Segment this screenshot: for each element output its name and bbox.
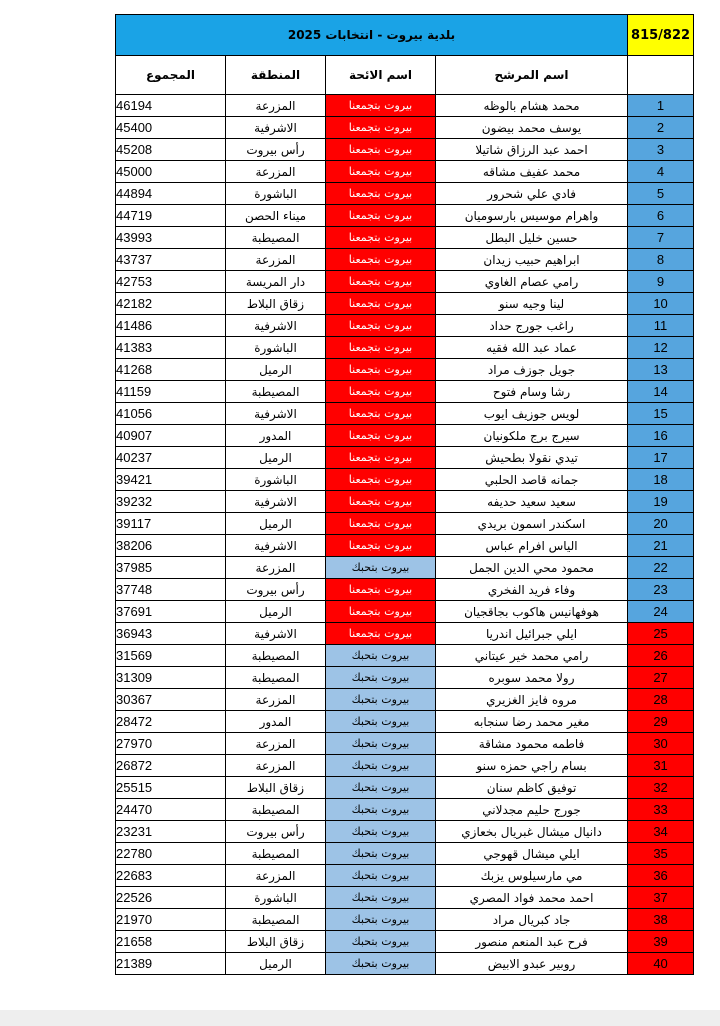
list-cell: بيروت بتحبك (326, 689, 436, 711)
table-row (116, 117, 694, 139)
table-row (116, 183, 694, 205)
table-row (116, 557, 694, 579)
candidate-cell: ايلي جبرائيل اندريا (436, 623, 628, 645)
total-cell: 24470 (116, 799, 226, 821)
rank-cell: 5 (628, 183, 694, 205)
candidate-cell: رامي عصام الغاوي (436, 271, 628, 293)
candidate-cell: يوسف محمد بيضون (436, 117, 628, 139)
candidate-cell: دانيال ميشال غبريال بخعازي (436, 821, 628, 843)
list-cell: بيروت بتحبك (326, 953, 436, 975)
rank-cell: 31 (628, 755, 694, 777)
region-cell: المزرعة (226, 249, 326, 271)
list-cell: بيروت بتحبك (326, 843, 436, 865)
candidate-cell: اسكندر اسمون بريدي (436, 513, 628, 535)
rank-cell: 28 (628, 689, 694, 711)
candidate-cell: لويس جوزيف ايوب (436, 403, 628, 425)
list-cell: بيروت بتجمعنا (326, 579, 436, 601)
total-cell: 42753 (116, 271, 226, 293)
table-row (116, 381, 694, 403)
candidate-cell: سعيد سعيد حديفه (436, 491, 628, 513)
candidate-cell: توفيق كاظم سنان (436, 777, 628, 799)
region-cell: المصيطبة (226, 667, 326, 689)
table-row (116, 799, 694, 821)
table-row (116, 249, 694, 271)
table-row (116, 425, 694, 447)
total-cell: 38206 (116, 535, 226, 557)
table-row (116, 623, 694, 645)
region-cell: الرميل (226, 601, 326, 623)
table-row (116, 513, 694, 535)
rank-cell: 17 (628, 447, 694, 469)
total-cell: 22526 (116, 887, 226, 909)
region-cell: الباشورة (226, 337, 326, 359)
table-row (116, 843, 694, 865)
region-cell: المصيطبة (226, 843, 326, 865)
candidate-cell: فرح عبد المنعم منصور (436, 931, 628, 953)
total-cell: 21970 (116, 909, 226, 931)
candidate-cell: محمد عفيف مشاقه (436, 161, 628, 183)
list-cell: بيروت بتحبك (326, 645, 436, 667)
region-cell: دار المريسة (226, 271, 326, 293)
region-cell: الاشرفية (226, 535, 326, 557)
total-cell: 31569 (116, 645, 226, 667)
candidate-cell: ايلي ميشال قهوجي (436, 843, 628, 865)
total-cell: 40237 (116, 447, 226, 469)
candidate-cell: جويل جوزف مراد (436, 359, 628, 381)
list-cell: بيروت بتجمعنا (326, 403, 436, 425)
list-cell: بيروت بتجمعنا (326, 359, 436, 381)
list-cell: بيروت بتجمعنا (326, 381, 436, 403)
table-row (116, 909, 694, 931)
candidate-cell: فاطمه محمود مشاقة (436, 733, 628, 755)
table-row (116, 755, 694, 777)
candidate-cell: ابراهيم حبيب زيدان (436, 249, 628, 271)
region-cell: المصيطبة (226, 799, 326, 821)
table-row (116, 337, 694, 359)
rank-cell: 6 (628, 205, 694, 227)
region-cell: المدور (226, 711, 326, 733)
total-cell: 36943 (116, 623, 226, 645)
table-row (116, 315, 694, 337)
stations-count-badge: 815/822 (628, 15, 694, 56)
candidate-cell: روبير عبدو الابيض (436, 953, 628, 975)
region-cell: رأس بيروت (226, 139, 326, 161)
table-row (116, 645, 694, 667)
candidate-cell: محمد هشام بالوظه (436, 95, 628, 117)
header-region: المنطقة (226, 56, 326, 95)
table-row (116, 689, 694, 711)
table-row (116, 271, 694, 293)
region-cell: الاشرفية (226, 315, 326, 337)
candidate-cell: مغير محمد رضا سنجابه (436, 711, 628, 733)
region-cell: الاشرفية (226, 623, 326, 645)
list-cell: بيروت بتجمعنا (326, 491, 436, 513)
table-row (116, 733, 694, 755)
list-cell: بيروت بتجمعنا (326, 95, 436, 117)
list-cell: بيروت بتحبك (326, 887, 436, 909)
region-cell: الرميل (226, 953, 326, 975)
header-row (116, 56, 694, 95)
total-cell: 22780 (116, 843, 226, 865)
region-cell: الباشورة (226, 183, 326, 205)
table-row (116, 535, 694, 557)
rank-cell: 39 (628, 931, 694, 953)
list-cell: بيروت بتحبك (326, 667, 436, 689)
table-row (116, 447, 694, 469)
region-cell: المصيطبة (226, 909, 326, 931)
rank-cell: 34 (628, 821, 694, 843)
rank-cell: 26 (628, 645, 694, 667)
rank-cell: 16 (628, 425, 694, 447)
total-cell: 45208 (116, 139, 226, 161)
region-cell: المزرعة (226, 755, 326, 777)
rank-cell: 15 (628, 403, 694, 425)
region-cell: ميناء الحصن (226, 205, 326, 227)
list-cell: بيروت بتجمعنا (326, 447, 436, 469)
candidate-cell: عماد عبد الله فقيه (436, 337, 628, 359)
bottom-strip (0, 1010, 720, 1026)
rank-cell: 29 (628, 711, 694, 733)
candidate-cell: احمد عبد الرزاق شاتيلا (436, 139, 628, 161)
table-row (116, 667, 694, 689)
candidate-cell: جورج حليم مجدلاني (436, 799, 628, 821)
total-cell: 27970 (116, 733, 226, 755)
table-row (116, 821, 694, 843)
list-cell: بيروت بتجمعنا (326, 535, 436, 557)
table-row (116, 139, 694, 161)
list-cell: بيروت بتجمعنا (326, 271, 436, 293)
list-cell: بيروت بتحبك (326, 777, 436, 799)
table-row (116, 95, 694, 117)
region-cell: الرميل (226, 359, 326, 381)
list-cell: بيروت بتجمعنا (326, 623, 436, 645)
list-cell: بيروت بتجمعنا (326, 513, 436, 535)
rank-cell: 12 (628, 337, 694, 359)
list-cell: بيروت بتحبك (326, 755, 436, 777)
candidate-cell: بسام راجي حمزه سنو (436, 755, 628, 777)
region-cell: الرميل (226, 447, 326, 469)
total-cell: 26872 (116, 755, 226, 777)
rank-cell: 30 (628, 733, 694, 755)
total-cell: 22683 (116, 865, 226, 887)
candidate-cell: الياس افرام عباس (436, 535, 628, 557)
region-cell: المصيطبة (226, 381, 326, 403)
candidate-cell: رامي محمد خير عيتاني (436, 645, 628, 667)
rank-cell: 4 (628, 161, 694, 183)
region-cell: الباشورة (226, 469, 326, 491)
region-cell: المزرعة (226, 689, 326, 711)
table-row (116, 205, 694, 227)
table-row (116, 227, 694, 249)
rank-cell: 19 (628, 491, 694, 513)
candidate-cell: تيدي نقولا بطحيش (436, 447, 628, 469)
results-table (115, 14, 694, 975)
list-cell: بيروت بتجمعنا (326, 183, 436, 205)
rank-cell: 27 (628, 667, 694, 689)
header-rank (628, 56, 694, 95)
list-cell: بيروت بتحبك (326, 821, 436, 843)
total-cell: 44894 (116, 183, 226, 205)
total-cell: 37748 (116, 579, 226, 601)
region-cell: المزرعة (226, 557, 326, 579)
total-cell: 37985 (116, 557, 226, 579)
total-cell: 46194 (116, 95, 226, 117)
total-cell: 44719 (116, 205, 226, 227)
rank-cell: 10 (628, 293, 694, 315)
list-cell: بيروت بتحبك (326, 733, 436, 755)
rank-cell: 8 (628, 249, 694, 271)
candidate-cell: جاد كبريال مراد (436, 909, 628, 931)
total-cell: 37691 (116, 601, 226, 623)
list-cell: بيروت بتجمعنا (326, 161, 436, 183)
table-title: بلدية بيروت - انتخابات 2025 (116, 15, 628, 56)
total-cell: 23231 (116, 821, 226, 843)
candidate-cell: محمود محي الدين الجمل (436, 557, 628, 579)
table-row (116, 491, 694, 513)
list-cell: بيروت بتحبك (326, 799, 436, 821)
rank-cell: 3 (628, 139, 694, 161)
header-candidate: اسم المرشح (436, 56, 628, 95)
table-row (116, 931, 694, 953)
region-cell: زقاق البلاط (226, 931, 326, 953)
region-cell: المزرعة (226, 95, 326, 117)
list-cell: بيروت بتجمعنا (326, 117, 436, 139)
region-cell: زقاق البلاط (226, 293, 326, 315)
total-cell: 25515 (116, 777, 226, 799)
list-cell: بيروت بتجمعنا (326, 249, 436, 271)
rank-cell: 38 (628, 909, 694, 931)
table-row (116, 469, 694, 491)
title-row (116, 15, 694, 56)
candidate-cell: واهرام موسيس بارسوميان (436, 205, 628, 227)
region-cell: الاشرفية (226, 117, 326, 139)
list-cell: بيروت بتجمعنا (326, 205, 436, 227)
list-cell: بيروت بتجمعنا (326, 293, 436, 315)
rank-cell: 14 (628, 381, 694, 403)
rank-cell: 7 (628, 227, 694, 249)
rank-cell: 40 (628, 953, 694, 975)
candidate-cell: فادي علي شحرور (436, 183, 628, 205)
candidate-cell: مي مارسيلوس يزبك (436, 865, 628, 887)
region-cell: المدور (226, 425, 326, 447)
table-row (116, 359, 694, 381)
total-cell: 41268 (116, 359, 226, 381)
total-cell: 40907 (116, 425, 226, 447)
total-cell: 45400 (116, 117, 226, 139)
region-cell: المزرعة (226, 733, 326, 755)
list-cell: بيروت بتحبك (326, 557, 436, 579)
rank-cell: 9 (628, 271, 694, 293)
total-cell: 28472 (116, 711, 226, 733)
total-cell: 39421 (116, 469, 226, 491)
table-row (116, 293, 694, 315)
total-cell: 42182 (116, 293, 226, 315)
candidate-cell: راغب جورج حداد (436, 315, 628, 337)
list-cell: بيروت بتجمعنا (326, 315, 436, 337)
table-row (116, 887, 694, 909)
rank-cell: 33 (628, 799, 694, 821)
results-body (116, 95, 694, 975)
total-cell: 21389 (116, 953, 226, 975)
region-cell: الاشرفية (226, 491, 326, 513)
total-cell: 41486 (116, 315, 226, 337)
list-cell: بيروت بتجمعنا (326, 337, 436, 359)
list-cell: بيروت بتحبك (326, 865, 436, 887)
rank-cell: 24 (628, 601, 694, 623)
rank-cell: 21 (628, 535, 694, 557)
region-cell: المزرعة (226, 161, 326, 183)
region-cell: الباشورة (226, 887, 326, 909)
table-row (116, 711, 694, 733)
candidate-cell: رولا محمد سوبره (436, 667, 628, 689)
list-cell: بيروت بتجمعنا (326, 601, 436, 623)
region-cell: زقاق البلاط (226, 777, 326, 799)
header-list: اسم الائحة (326, 56, 436, 95)
header-total: المجموع (116, 56, 226, 95)
table-row (116, 865, 694, 887)
candidate-cell: احمد محمد فواد المصري (436, 887, 628, 909)
table-row (116, 601, 694, 623)
region-cell: المصيطبة (226, 645, 326, 667)
rank-cell: 36 (628, 865, 694, 887)
region-cell: المزرعة (226, 865, 326, 887)
region-cell: الاشرفية (226, 403, 326, 425)
total-cell: 43993 (116, 227, 226, 249)
rank-cell: 1 (628, 95, 694, 117)
rank-cell: 18 (628, 469, 694, 491)
candidate-cell: حسين خليل البطل (436, 227, 628, 249)
rank-cell: 11 (628, 315, 694, 337)
candidate-cell: وفاء فريد الفخري (436, 579, 628, 601)
rank-cell: 13 (628, 359, 694, 381)
list-cell: بيروت بتجمعنا (326, 139, 436, 161)
region-cell: الرميل (226, 513, 326, 535)
table-row (116, 579, 694, 601)
rank-cell: 32 (628, 777, 694, 799)
region-cell: رأس بيروت (226, 579, 326, 601)
table-row (116, 161, 694, 183)
candidate-cell: مروه فايز الغزيري (436, 689, 628, 711)
list-cell: بيروت بتحبك (326, 711, 436, 733)
rank-cell: 20 (628, 513, 694, 535)
rank-cell: 35 (628, 843, 694, 865)
table-row (116, 403, 694, 425)
list-cell: بيروت بتجمعنا (326, 469, 436, 491)
region-cell: رأس بيروت (226, 821, 326, 843)
total-cell: 41159 (116, 381, 226, 403)
rank-cell: 23 (628, 579, 694, 601)
candidate-cell: سيرج برج ملكونيان (436, 425, 628, 447)
rank-cell: 25 (628, 623, 694, 645)
list-cell: بيروت بتجمعنا (326, 227, 436, 249)
total-cell: 45000 (116, 161, 226, 183)
total-cell: 41056 (116, 403, 226, 425)
candidate-cell: جمانه قاصد الحلبي (436, 469, 628, 491)
region-cell: المصيطبة (226, 227, 326, 249)
total-cell: 39232 (116, 491, 226, 513)
total-cell: 43737 (116, 249, 226, 271)
table-row (116, 953, 694, 975)
list-cell: بيروت بتجمعنا (326, 425, 436, 447)
total-cell: 21658 (116, 931, 226, 953)
candidate-cell: رشا وسام فتوح (436, 381, 628, 403)
total-cell: 30367 (116, 689, 226, 711)
candidate-cell: لينا وجيه سنو (436, 293, 628, 315)
total-cell: 31309 (116, 667, 226, 689)
rank-cell: 2 (628, 117, 694, 139)
total-cell: 39117 (116, 513, 226, 535)
rank-cell: 37 (628, 887, 694, 909)
list-cell: بيروت بتحبك (326, 931, 436, 953)
table-row (116, 777, 694, 799)
candidate-cell: هوفهانيس هاكوب بجاقجيان (436, 601, 628, 623)
rank-cell: 22 (628, 557, 694, 579)
total-cell: 41383 (116, 337, 226, 359)
list-cell: بيروت بتحبك (326, 909, 436, 931)
